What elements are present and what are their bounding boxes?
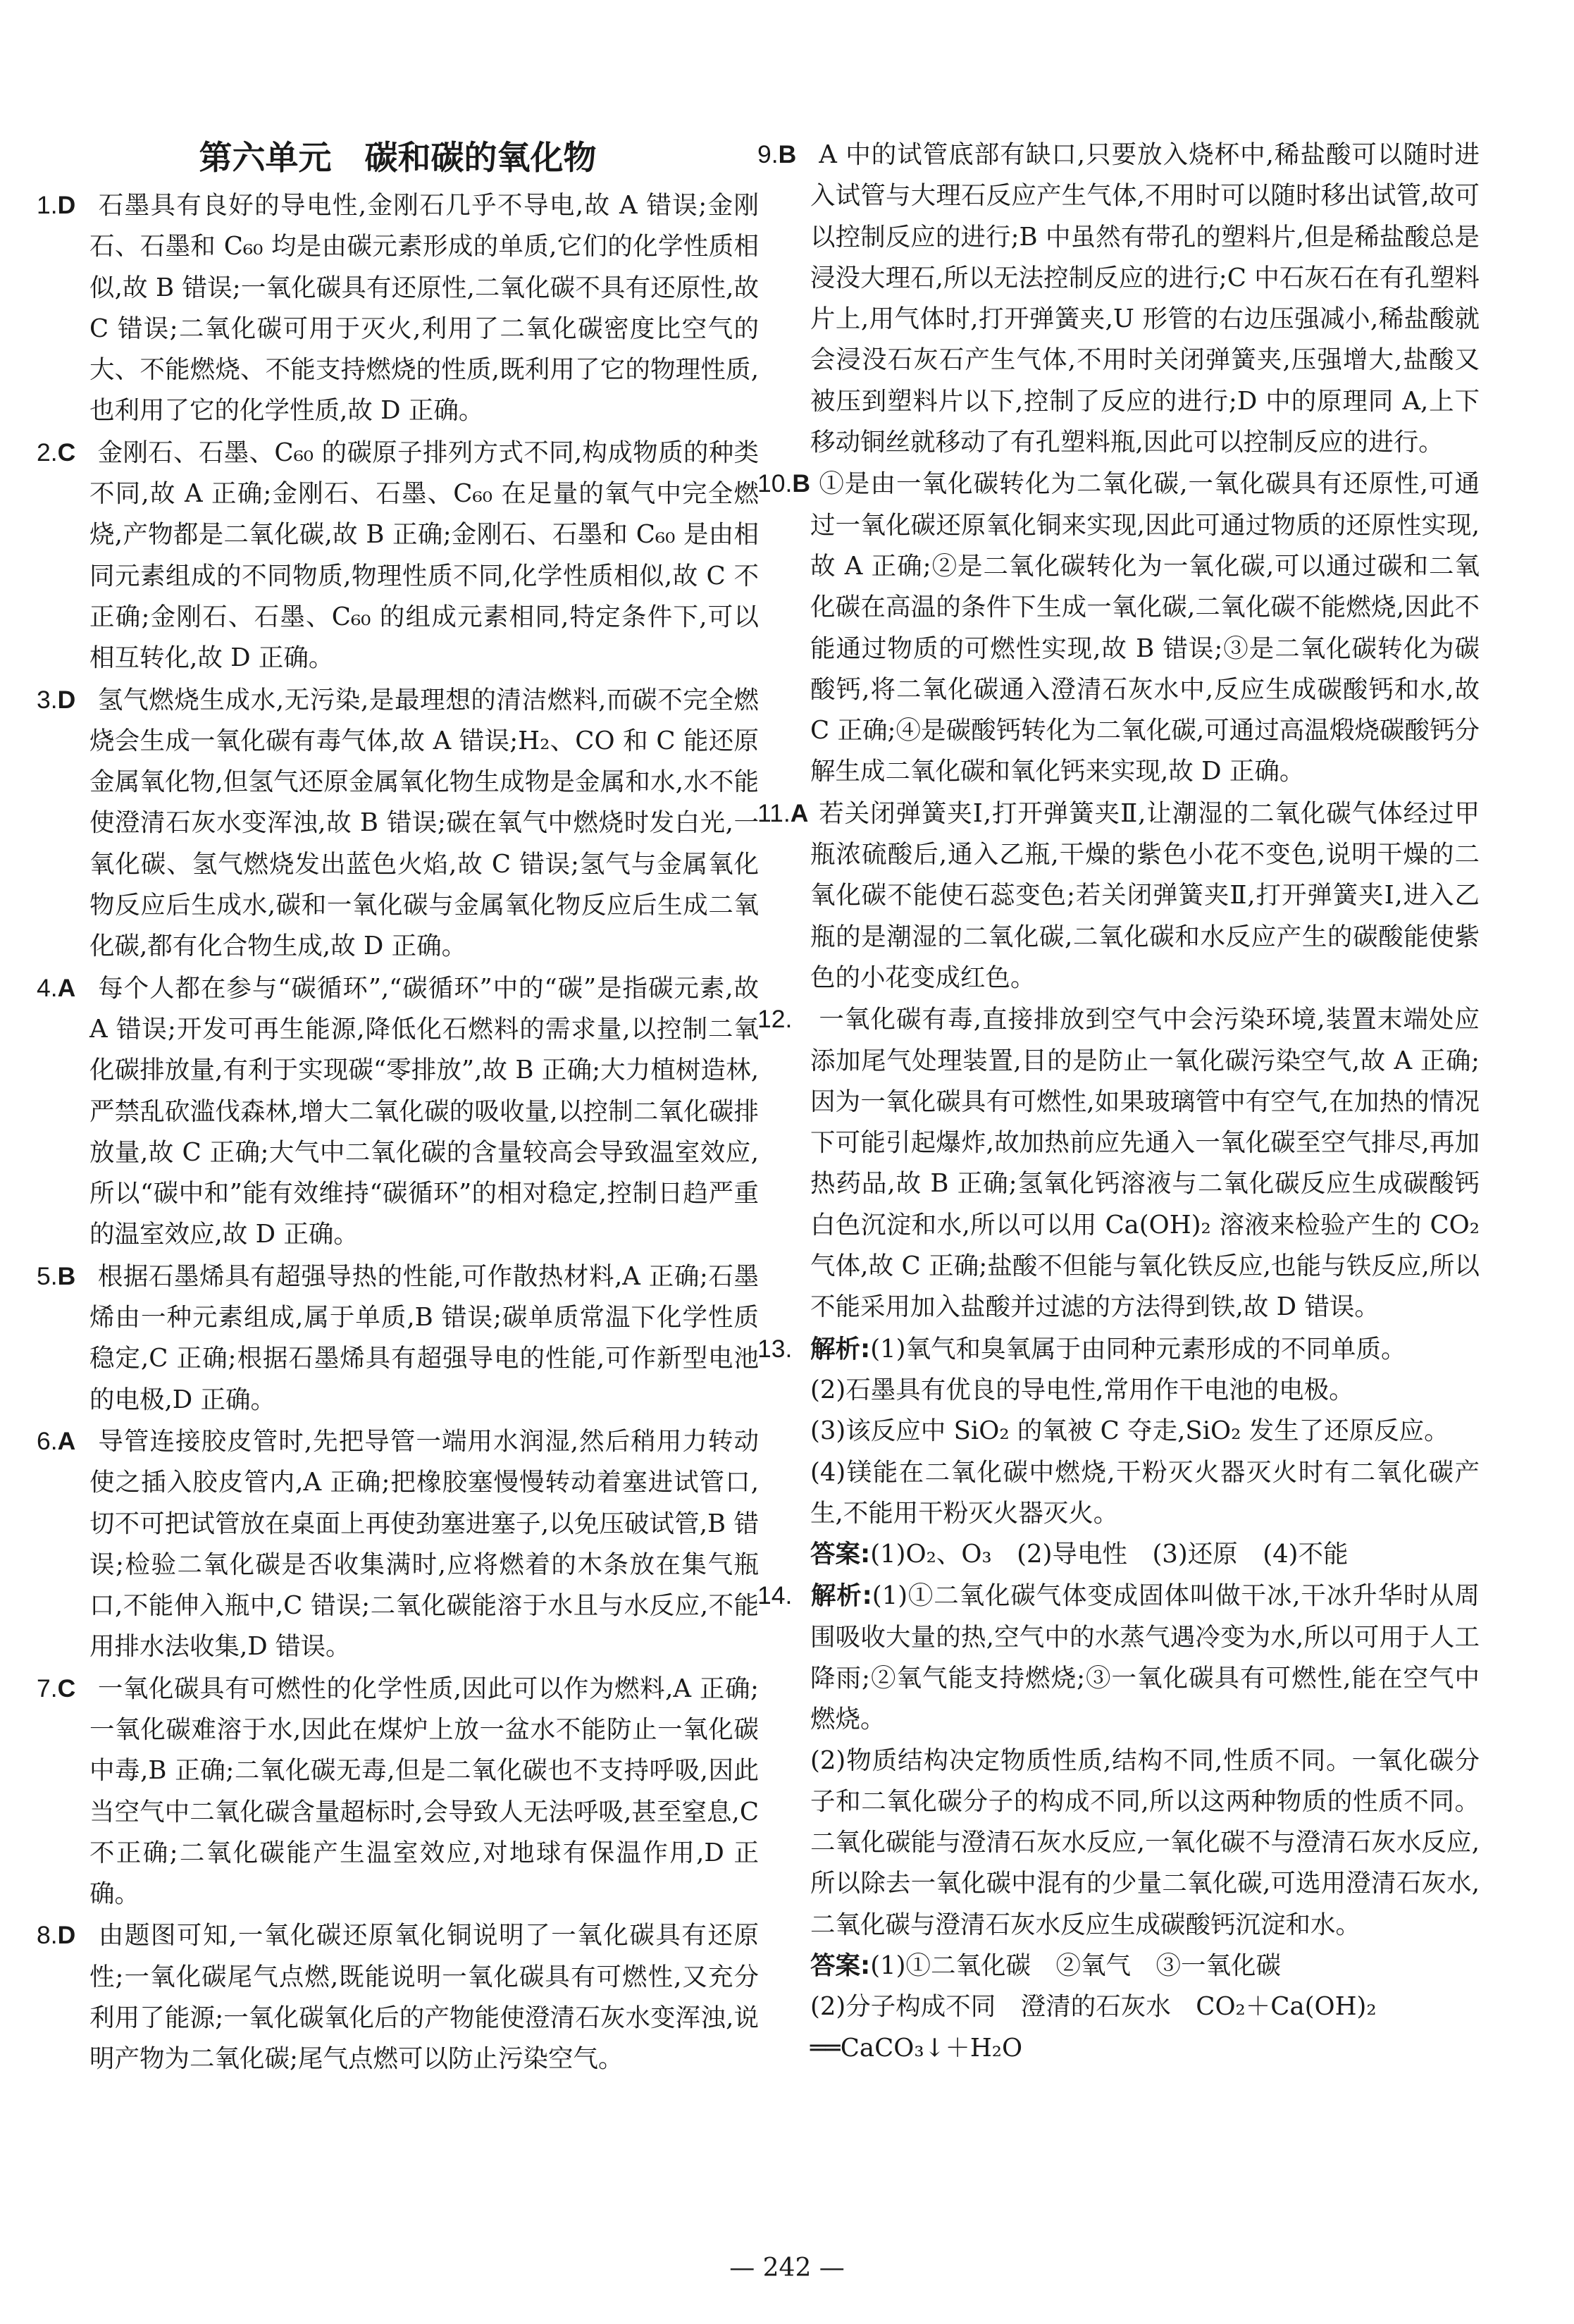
item-number: 13.: [757, 1334, 793, 1363]
item-number: 6.: [37, 1426, 58, 1455]
answer-choice: C: [57, 438, 76, 466]
answer-choice: D: [57, 191, 76, 219]
answer-item-10: [757, 463, 1480, 792]
item-number: 7.: [37, 1674, 58, 1702]
answer-choice: D: [57, 1921, 76, 1950]
answer-label: 答案:: [810, 1951, 871, 1981]
item-number: 14.: [757, 1581, 793, 1610]
answer-choice: B: [57, 1261, 76, 1290]
item-explanation: A 中的试管底部有缺口,只要放入烧杯中,稀盐酸可以随时进入试管与大理石反应产生气体,不用时可以随时移出试管,故可以控制反应的进行;B 中虽然有带孔的塑料片,但是稀盐酸总是浸没大理石,所以无法控制反应的进行;C 中石灰石在有孔塑料片上,用气体时,打开弹簧夹,U 形管的右边压强减小,稀盐酸就会浸没石灰石产生气体,不用时关闭弹簧夹,压强增大,盐酸又被压到塑料片以下,控制了反应的进行;D 中的原理同 A,上下移动铜丝就移动了有孔塑料瓶,因此可以控制反应的进行。: [810, 140, 1480, 457]
answer-text-1: (1)①二氧化碳 ②氧气 ③一氧化碳: [870, 1951, 1281, 1981]
item-number: 11.: [757, 798, 791, 827]
answer-line: [757, 1534, 1480, 1575]
item-explanation: 一氧化碳具有可燃性的化学性质,因此可以作为燃料,A 正确;一氧化碳难溶于水,因此在煤炉上放一盆水不能防止一氧化碳中毒,B 正确;二氧化碳无毒,但是二氧化碳也不支持呼吸,因此当空气中二氧化碳含量超标时,会导致人无法呼吸,甚至窒息,C 不正确;二氧化碳能产生温室效应,对地球有保温作用,D 正确。: [89, 1674, 759, 1909]
analysis-label: 解析:: [810, 1334, 871, 1364]
analysis-line-1: (1)①二氧化碳气体变成固体叫做干冰,干冰升华时从周围吸收大量的热,空气中的水蒸气遇冷变为水,所以可用于人工降雨;②氧气能支持燃烧;③一氧化碳具有可燃性,能在空气中燃烧。: [810, 1581, 1480, 1734]
item-explanation: 金刚石、石墨、C₆₀ 的碳原子排列方式不同,构成物质的种类不同,故 A 正确;金刚石、石墨、C₆₀ 在足量的氧气中完全燃烧,产物都是二氧化碳,故 B 正确;金刚石、石墨和 C₆₀ 是由相同元素组成的不同物质,物理性质不同,化学性质相似,故 C 不正确;金刚石、石墨、C₆₀ 的组成元素相同,特定条件下,可以相互转化,故 D 正确。: [89, 438, 759, 673]
item-number: 12.: [757, 1005, 793, 1034]
left-answer-list: [37, 185, 759, 2080]
answer-label: 答案:: [810, 1540, 871, 1569]
analysis-line-1: (1)氧气和臭氧属于由同种元素形成的不同单质。: [870, 1334, 1406, 1364]
answer-item-7: [37, 1668, 759, 1915]
answer-item-1: [37, 185, 759, 432]
item-number: 1.: [37, 191, 58, 219]
item-explanation: 由题图可知,一氧化碳还原氧化铜说明了一氧化碳具有还原性;一氧化碳尾气点燃,既能说明一氧化碳具有可燃性,又充分利用了能源;一氧化碳氧化后的产物能使澄清石灰水变浑浊,说明产物为二氧化碳;尾气点燃可以防止污染空气。: [89, 1921, 759, 2074]
item-explanation: 一氧化碳有毒,直接排放到空气中会污染环境,装置末端处应添加尾气处理装置,目的是防止一氧化碳污染空气,故 A 正确;因为一氧化碳具有可燃性,如果玻璃管中有空气,在加热的情况下可能引起爆炸,故加热前应先通入一氧化碳至空气排尽,再加热药品,故 B 正确;氢氧化钙溶液与二氧化碳反应生成碳酸钙白色沉淀和水,所以可以用 Ca(OH)₂ 溶液来检验产生的 CO₂ 气体,故 C 正确;盐酸不但能与氧化铁反应,也能与铁反应,所以不能采用加入盐酸并过滤的方法得到铁,故 D 错误。: [810, 1005, 1480, 1322]
unit-title: 第六单元 碳和碳的氧化物: [199, 139, 597, 178]
answer-item-14: [757, 1575, 1480, 1740]
answer-choice: A: [57, 973, 76, 1002]
item-number: 2.: [37, 438, 58, 466]
item-number: 5.: [37, 1261, 58, 1290]
answer-choice: B: [778, 140, 797, 168]
answer-choice: C: [57, 1674, 76, 1702]
analysis-line-2: (2)物质结构决定物质性质,结构不同,性质不同。一氧化碳分子和二氧化碳分子的构成不同,所以这两种物质的性质不同。二氧化碳能与澄清石灰水反应,一氧化碳不与澄清石灰水反应,所以除去一氧化碳中混有的少量二氧化碳,可选用澄清石灰水,二氧化碳与澄清石灰水反应生成碳酸钙沉淀和水。: [810, 1745, 1480, 1939]
left-column: [37, 134, 759, 2080]
analysis-line-3: (3)该反应中 SiO₂ 的氧被 C 夺走,SiO₂ 发生了还原反应。: [810, 1416, 1449, 1446]
item-explanation: 氢气燃烧生成水,无污染,是最理想的清洁燃料,而碳不完全燃烧会生成一氧化碳有毒气体,故 A 错误;H₂、CO 和 C 能还原金属氧化物,但氢气还原金属氧化物生成物是金属和水,水不能使澄清石灰水变浑浊,故 B 错误;碳在氧气中燃烧时发白光,一氧化碳、氢气燃烧发出蓝色火焰,故 C 错误;氢气与金属氧化物反应后生成水,碳和一氧化碳与金属氧化物反应后生成二氧化碳,都有化合物生成,故 D 正确。: [89, 685, 759, 961]
item-explanation: 根据石墨烯具有超强导热的性能,可作散热材料,A 正确;石墨烯由一种元素组成,属于单质,B 错误;碳单质常温下化学性质稳定,C 正确;根据石墨烯具有超强导电的性能,可作新型电池的电极,D 正确。: [89, 1261, 759, 1414]
right-column: [757, 134, 1480, 2069]
analysis-line-4: (4)镁能在二氧化碳中燃烧,干粉灭火器灭火时有二氧化碳产生,不能用干粉灭火器灭火。: [810, 1457, 1480, 1528]
item-number: 3.: [37, 685, 58, 714]
answer-text-2: (2)分子构成不同 澄清的石灰水 CO₂＋Ca(OH)₂: [810, 1992, 1377, 2022]
item-explanation: 若关闭弹簧夹Ⅰ,打开弹簧夹Ⅱ,让潮湿的二氧化碳气体经过甲瓶浓硫酸后,通入乙瓶,干燥的紫色小花不变色,说明干燥的二氧化碳不能使石蕊变色;若关闭弹簧夹Ⅱ,打开弹簧夹Ⅰ,进入乙瓶的是潮湿的二氧化碳,二氧化碳和水反应产生的碳酸能使紫色的小花变成红色。: [810, 798, 1480, 992]
answer-choice: B: [792, 469, 810, 498]
item-number: 10.: [757, 469, 793, 498]
page-number: — 242 —: [729, 2254, 845, 2282]
answer-choice: A: [57, 1426, 76, 1455]
answer-line: [757, 1946, 1480, 1986]
answer-item-12: [757, 999, 1480, 1328]
answer-choice: A: [790, 798, 809, 827]
answer-item-3: [37, 679, 759, 968]
item-explanation: ①是由一氧化碳转化为二氧化碳,一氧化碳具有还原性,可通过一氧化碳还原氧化铜来实现,因此可通过物质的还原性实现,故 A 正确;②是二氧化碳转化为一氧化碳,可以通过碳和二氧化碳在高温的条件下生成一氧化碳,二氧化碳不能燃烧,因此不能通过物质的可燃性实现,故 B 错误;③是二氧化碳转化为碳酸钙,将二氧化碳通入澄清石灰水中,反应生成碳酸钙和水,故 C 正确;④是碳酸钙转化为二氧化碳,可通过高温煅烧碳酸钙分解生成二氧化碳和氧化钙来实现,故 D 正确。: [810, 469, 1480, 786]
item-explanation: 导管连接胶皮管时,先把导管一端用水润湿,然后稍用力转动使之插入胶皮管内,A 正确;把橡胶塞慢慢转动着塞进试管口,切不可把试管放在桌面上再使劲塞进塞子,以免压破试管,B 错误;检验二氧化碳是否收集满时,应将燃着的木条放在集气瓶口,不能伸入瓶中,C 错误;二氧化碳能溶于水且与水反应,不能用排水法收集,D 错误。: [89, 1426, 759, 1662]
answer-item-13: [757, 1328, 1480, 1370]
answer-item-5: [37, 1256, 759, 1421]
analysis-line-2: (2)石墨具有优良的导电性,常用作干电池的电极。: [810, 1375, 1354, 1404]
answer-text: (1)O₂、O₃ (2)导电性 (3)还原 (4)不能: [870, 1540, 1349, 1569]
answer-item-6: [37, 1421, 759, 1668]
answer-item-2: [37, 432, 759, 679]
item-number: 8.: [37, 1921, 58, 1950]
analysis-label: 解析:: [810, 1581, 872, 1611]
item-number: 9.: [757, 140, 779, 168]
item-explanation: 石墨具有良好的导电性,金刚石几乎不导电,故 A 错误;金刚石、石墨和 C₆₀ 均是由碳元素形成的单质,它们的化学性质相似,故 B 错误;一氧化碳具有还原性,二氧化碳不具有还原性,故 C 错误;二氧化碳可用于灭火,利用了二氧化碳密度比空气的大、不能燃烧、不能支持燃烧的性质,既利用了它的物理性质,也利用了它的化学性质,故 D 正确。: [89, 191, 759, 426]
answer-choice: D: [57, 685, 76, 714]
item-number: 4.: [37, 973, 58, 1002]
item-explanation: 每个人都在参与“碳循环”,“碳循环”中的“碳”是指碳元素,故 A 错误;开发可再生能源,降低化石燃料的需求量,以控制二氧化碳排放量,有利于实现碳“零排放”,故 B 正确;大力植树造林,严禁乱砍滥伐森林,增大二氧化碳的吸收量,以控制二氧化碳排放量,故 C 正确;大气中二氧化碳的含量较高会导致温室效应,所以“碳中和”能有效维持“碳循环”的相对稳定,控制日趋严重的温室效应,故 D 正确。: [89, 973, 759, 1249]
answer-text-3: ══CaCO₃↓＋H₂O: [810, 2033, 1023, 2063]
answer-item-4: [37, 968, 759, 1256]
answer-item-8: [37, 1915, 759, 2079]
answer-item-9: [757, 134, 1480, 463]
answer-item-11: [757, 793, 1480, 999]
